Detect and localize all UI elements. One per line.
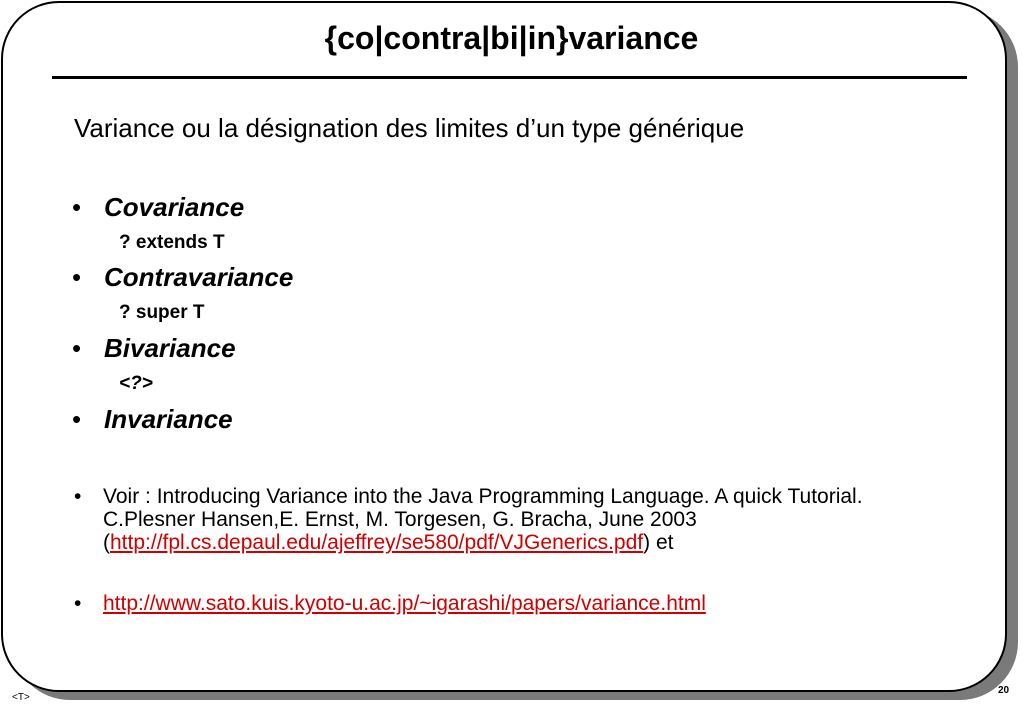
bullet-contravariance: [72, 261, 293, 293]
slide-title: {co|contra|bi|in}variance: [324, 20, 699, 56]
bullet-label: Contravariance: [104, 262, 294, 292]
bullet-invariance: [72, 403, 233, 435]
reference-text-after: ) et: [643, 531, 674, 554]
bullet-marker: •: [74, 592, 82, 615]
slide-subtitle: Variance ou la désignation des limites d’un type générique: [74, 113, 745, 143]
bullet-bivariance: [72, 332, 236, 364]
bullet-detail-contravariance: ? super T: [119, 302, 205, 323]
title-divider: [52, 76, 967, 79]
bullet-detail-bivariance: <?>: [119, 373, 153, 394]
reference-text: [103, 592, 924, 615]
reference-text-before: Voir : Introducing Variance into the Java Programming Language. A quick Tutorial. C.Plesner Hansen,E. Ernst, M. Torgesen, G. Bracha, June 2003 (: [103, 485, 863, 554]
bullet-detail-covariance: ? extends T: [119, 232, 225, 253]
reference-item: [74, 485, 924, 554]
reference-text: [103, 485, 924, 554]
bullet-marker: •: [72, 192, 82, 222]
footer-label: <T>: [12, 692, 30, 703]
bullet-covariance: [72, 191, 244, 223]
bullet-label: Covariance: [104, 192, 245, 222]
bullet-marker: •: [72, 404, 82, 434]
reference-link-vjgenerics[interactable]: http://fpl.cs.depaul.edu/ajeffrey/se580/pdf/VJGenerics.pdf: [110, 531, 644, 554]
bullet-marker: •: [74, 485, 82, 508]
reference-item: [74, 592, 924, 615]
bullet-marker: •: [72, 262, 82, 292]
page-number: 20: [998, 685, 1010, 696]
reference-link-igarashi[interactable]: http://www.sato.kuis.kyoto-u.ac.jp/~igarashi/papers/variance.html: [103, 592, 706, 615]
bullet-label: Invariance: [104, 404, 233, 434]
bullet-marker: •: [72, 333, 82, 363]
bullet-label: Bivariance: [104, 333, 236, 363]
